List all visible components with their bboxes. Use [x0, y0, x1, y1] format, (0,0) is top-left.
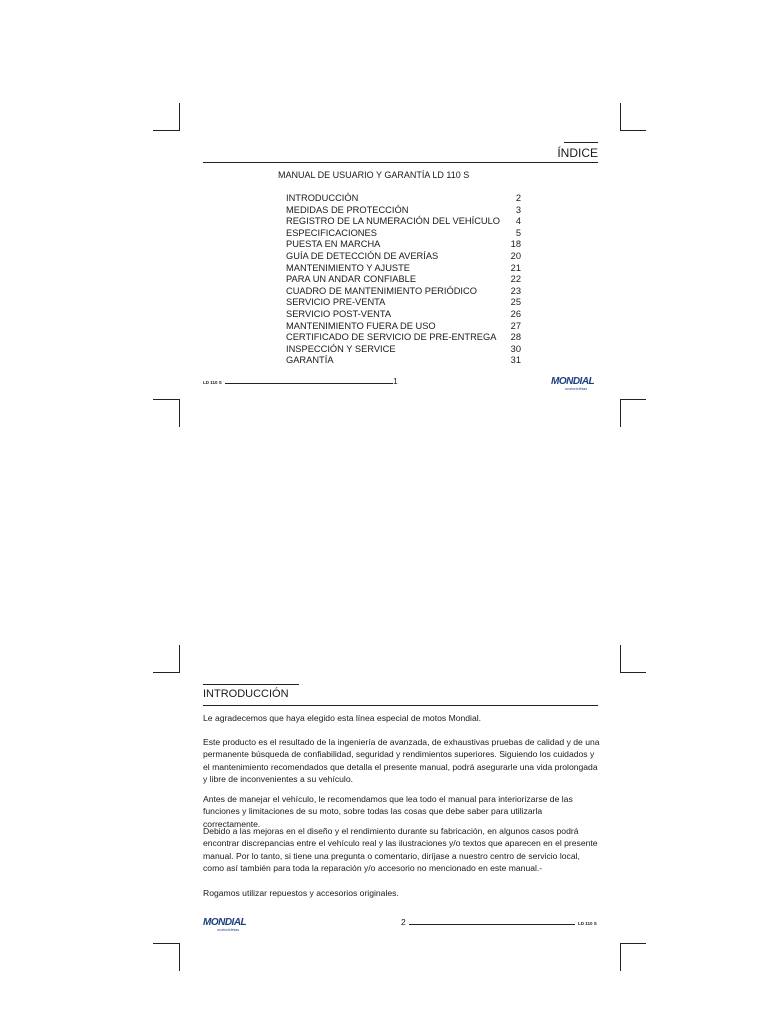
toc-page: 26 — [510, 308, 521, 319]
paragraph: Rogamos utilizar repuestos y accesorios originales. — [203, 888, 399, 898]
toc-page: 25 — [510, 297, 521, 308]
crop-mark — [620, 399, 646, 400]
toc-entry — [286, 228, 521, 240]
mondial-logo: MONDIAL motocicletas — [551, 376, 595, 391]
toc-label: INTRODUCCIÓN — [286, 193, 359, 203]
header-rule — [203, 162, 598, 163]
toc-page: 2 — [515, 193, 521, 203]
crop-mark — [179, 103, 180, 131]
page-footer — [203, 376, 598, 392]
toc-label: REGISTRO DE LA NUMERACIÓN DEL VEHÍCULO — [286, 216, 501, 227]
toc-entry — [286, 251, 521, 263]
toc-page: 27 — [510, 320, 521, 331]
toc-label: GARANTÍA — [286, 355, 334, 366]
toc-entry — [286, 297, 521, 309]
table-of-contents — [286, 193, 521, 367]
crop-mark — [620, 943, 646, 944]
crop-mark — [620, 103, 621, 131]
toc-label: PUESTA EN MARCHA — [286, 239, 381, 250]
mondial-logo: MONDIAL motocicletas — [203, 917, 247, 932]
toc-entry — [286, 344, 521, 356]
toc-label: ESPECIFICACIONES — [286, 227, 377, 238]
toc-page: 5 — [515, 227, 521, 238]
toc-entry — [286, 193, 521, 205]
toc-entry — [286, 355, 521, 367]
toc-label: MEDIDAS DE PROTECCIÓN — [286, 204, 409, 215]
toc-label: SERVICIO POST-VENTA — [286, 308, 392, 319]
crop-mark — [179, 399, 180, 427]
crop-mark — [153, 672, 179, 673]
paragraph: Le agradecemos que haya elegido esta línea especial de motos Mondial. — [203, 713, 482, 723]
toc-page: 28 — [510, 332, 521, 343]
toc-entry — [286, 274, 521, 286]
toc-page: 23 — [510, 285, 521, 296]
toc-page: 22 — [510, 274, 521, 285]
crop-mark — [620, 130, 646, 131]
crop-mark — [620, 672, 646, 673]
toc-entry — [286, 205, 521, 217]
toc-entry — [286, 332, 521, 344]
crop-mark — [179, 645, 180, 673]
paragraph: Antes de manejar el vehículo, le recomendamos que lea todo el manual para interiorizarse de las funciones y limitaciones de su moto, sobre todas las cosas que debe saber para utilizarla correctamente. — [203, 794, 573, 829]
toc-entry — [286, 286, 521, 298]
toc-label: CUADRO DE MANTENIMIENTO PERIÓDICO — [286, 285, 477, 296]
model-code: LD 110 S — [203, 380, 222, 385]
crop-mark — [620, 943, 621, 971]
crop-mark — [153, 130, 179, 131]
toc-label: MANTENIMIENTO Y AJUSTE — [286, 262, 410, 273]
footer-rule — [409, 924, 575, 925]
page-number: 1 — [393, 376, 398, 386]
toc-label: CERTIFICADO DE SERVICIO DE PRE-ENTREGA — [286, 332, 497, 343]
toc-label: GUÍA DE DETECCIÓN DE AVERÍAS — [286, 250, 439, 261]
toc-page: 4 — [515, 216, 521, 227]
crop-mark — [153, 399, 179, 400]
section-title-bar — [203, 684, 299, 685]
toc-label: PARA UN ANDAR CONFIABLE — [286, 274, 417, 285]
toc-entry — [286, 239, 521, 251]
manual-title: MANUAL DE USUARIO Y GARANTÍA LD 110 S — [278, 170, 470, 180]
model-code: LD 110 S — [578, 921, 597, 926]
crop-mark — [620, 399, 621, 427]
toc-entry — [286, 263, 521, 275]
toc-entry — [286, 216, 521, 228]
crop-mark — [153, 943, 179, 944]
toc-page: 3 — [515, 204, 521, 215]
toc-page: 30 — [510, 343, 521, 354]
toc-page: 31 — [510, 355, 521, 366]
toc-page: 18 — [510, 239, 521, 250]
paragraph: Este producto es el resultado de la ingeniería de avanzada, de exhaustivas pruebas de calidad y de una permanente búsqueda de confiabilidad, seguridad y rendimientos superiores. Siguiendo los cuidados y el mantenimiento recomendados que detalla el presente manual, podrá asegurarle una vida prolongada y libre de inconvenientes a su vehículo. — [203, 737, 600, 784]
toc-entry — [286, 309, 521, 321]
toc-entry — [286, 321, 521, 333]
toc-label: SERVICIO PRE-VENTA — [286, 297, 386, 308]
section-title: INTRODUCCIÓN — [203, 688, 289, 700]
page-footer — [203, 917, 598, 933]
crop-mark — [179, 943, 180, 971]
toc-label: INSPECCIÓN Y SERVICE — [286, 343, 396, 354]
paragraph: Debido a las mejoras en el diseño y el rendimiento durante su fabricación, en algunos casos podrá encontrar discrepancias entre el vehículo real y las ilustraciones y/o textos que aparecen en el presente manual. Por lo tanto, si tiene una pregunta o comentario, diríjase a nuestro centro de servicio local, como así también para toda la reparación y/o accesorio no mencionado en este manual.- — [203, 826, 598, 873]
index-title: ÍNDICE — [557, 146, 598, 160]
toc-page: 20 — [510, 250, 521, 261]
section-rule — [203, 705, 598, 706]
toc-page: 21 — [510, 262, 521, 273]
page-number: 2 — [401, 917, 406, 927]
footer-rule — [225, 383, 393, 384]
crop-mark — [620, 645, 621, 673]
toc-label: MANTENIMIENTO FUERA DE USO — [286, 320, 436, 331]
index-title-bar — [564, 142, 598, 143]
